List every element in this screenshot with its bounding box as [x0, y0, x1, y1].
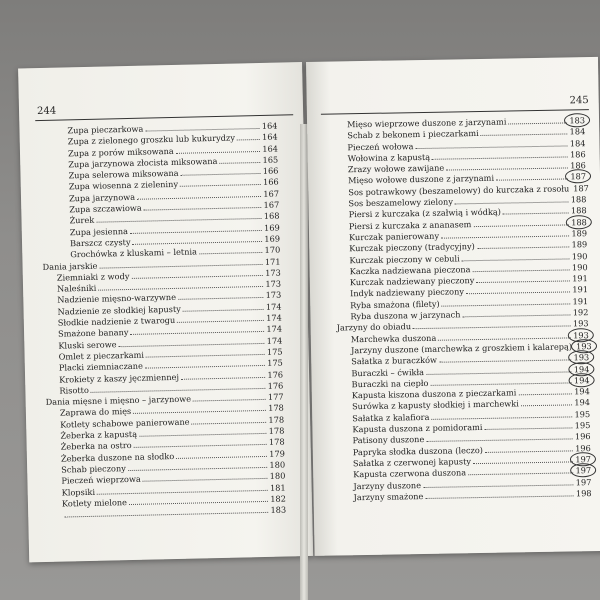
toc-entry-page-value: 174 — [266, 323, 283, 335]
toc-entry-page — [572, 285, 588, 297]
dot-leader — [144, 206, 262, 211]
toc-entry-page — [264, 211, 280, 223]
toc-entry-page — [573, 183, 589, 195]
toc-entry-page — [270, 482, 286, 494]
toc-entry-page-value: 186 — [570, 160, 586, 171]
dot-leader — [134, 443, 267, 448]
toc-entry-title: Marchewka duszona — [350, 332, 437, 344]
dot-leader — [439, 359, 572, 363]
pen-circle-mark — [564, 113, 590, 127]
toc-entry-page — [267, 335, 283, 347]
toc-entry-page-value: 193 — [573, 352, 590, 363]
dot-leader — [423, 483, 574, 488]
toc-entry-page — [264, 222, 280, 234]
dot-leader — [193, 398, 266, 402]
toc-entry-page-value: 183 — [270, 504, 287, 515]
toc-entry-page — [270, 471, 286, 483]
dot-leader — [199, 251, 263, 254]
toc-entry-title: Kurczak pieczony w cebuli — [349, 252, 460, 265]
toc-entry-page-value: 183 — [569, 115, 586, 126]
dot-leader — [416, 144, 568, 149]
dot-leader — [496, 178, 568, 181]
toc-entry-page — [572, 296, 588, 308]
toc-entry-page-value: 166 — [262, 177, 279, 188]
toc-entry-page-value: 173 — [265, 289, 282, 301]
toc-entry-title: Kurczak nadziewany pieczony — [349, 275, 475, 288]
toc-entry-title: Dania jarskie — [42, 260, 98, 272]
toc-entry-page — [569, 115, 585, 127]
toc-entry-title: Kapusta czerwona duszona — [353, 467, 467, 480]
toc-entry-page-value: 167 — [263, 188, 280, 199]
dot-leader — [441, 234, 569, 238]
toc-entry-page-value: 195 — [574, 408, 591, 420]
toc-entry-page-value: 178 — [268, 414, 285, 425]
toc-entry-page-value: 184 — [569, 137, 586, 149]
toc-entry-title: Kapusta duszona z pomidorami — [352, 421, 483, 435]
dot-leader — [446, 167, 568, 171]
dot-leader — [145, 364, 265, 369]
toc-entry-title: Jarzyny duszone (marchewka z groszkiem i kalarepą) — [350, 341, 573, 356]
toc-entry-page — [262, 132, 278, 144]
toc-entry-page-value: 188 — [571, 216, 587, 228]
dot-leader — [476, 280, 570, 284]
toc-entry-title: Buraczki na ciepło — [351, 377, 429, 390]
dot-leader — [181, 172, 261, 176]
toc-entry-page-value: 186 — [569, 149, 586, 160]
toc-entry-page — [267, 369, 283, 381]
toc-entry-page-value: 179 — [269, 448, 285, 459]
toc-entry-page — [571, 217, 587, 229]
dot-leader — [178, 296, 264, 300]
toc-entry-title: Piersi z kurczaka z ananasem — [348, 218, 472, 231]
dot-leader — [180, 183, 261, 187]
toc-entry-page-value: 176 — [267, 380, 284, 391]
toc-entry-title: Sos beszamelowy zielony — [348, 196, 453, 209]
toc-entry-page — [263, 200, 279, 212]
toc-entry-page-value: 171 — [264, 256, 281, 267]
toc-entry-title: Risotto — [59, 384, 89, 396]
toc-entry-page — [270, 505, 286, 517]
toc-entry-page-value: 167 — [263, 199, 280, 210]
toc-entry-page-value: 182 — [270, 493, 287, 504]
dot-leader — [64, 511, 268, 518]
toc-entry-page — [268, 380, 284, 392]
toc-entry-page-value: 195 — [574, 420, 591, 431]
toc-entry-title: Indyk nadziewany pieczony — [349, 286, 465, 299]
toc-entry-page — [262, 154, 278, 166]
toc-entry-page — [266, 324, 282, 336]
dot-leader — [143, 477, 268, 482]
dot-leader — [176, 454, 267, 458]
toc-entry-page-value: 192 — [572, 307, 589, 318]
toc-entry-title: Zupa jarzynowa — [68, 191, 136, 204]
dot-leader — [466, 291, 570, 295]
toc-entry-title: Zupa jarzynowa złocista miksowana — [68, 155, 218, 170]
toc-entry-title: Żeberka duszone na słodko — [60, 450, 175, 464]
toc-entry-page — [266, 301, 282, 313]
toc-entry-page — [270, 493, 286, 505]
right-page — [306, 57, 600, 556]
toc-entry-page-value: 194 — [573, 374, 590, 386]
toc-entry-page — [576, 477, 592, 489]
dot-leader — [425, 494, 574, 499]
toc-entry-title: Patisony duszone — [352, 434, 425, 446]
toc-entry-title: Kaczka nadziewana pieczona — [349, 264, 471, 277]
dot-leader — [119, 342, 265, 347]
dot-leader — [484, 426, 572, 430]
toc-entry-title: Schab z bekonem i pieczarkami — [347, 128, 479, 141]
dot-leader — [129, 500, 268, 505]
toc-entry-page-value: 178 — [268, 402, 284, 414]
toc-entry-page — [574, 398, 590, 410]
toc-entry-page — [266, 290, 282, 302]
toc-entry-page-value: 193 — [573, 329, 589, 341]
toc-entry-page-value: 190 — [571, 250, 588, 261]
toc-entry-title: Pieczeń wieprzowa — [61, 473, 141, 486]
dot-leader — [462, 313, 570, 317]
toc-entry-title: Surówka z kapusty słodkiej i marchewki — [351, 398, 519, 412]
toc-entry-page-value: 168 — [263, 210, 280, 222]
toc-entry-page — [263, 188, 279, 200]
toc-entry-page-value: 189 — [571, 239, 588, 250]
toc-entry-page-value: 198 — [575, 487, 592, 499]
toc-entry-title: Sos potrawkowy (beszamelowy) do kurczaka z rosołu — [348, 183, 570, 198]
toc-entry-page — [267, 358, 283, 370]
dot-leader — [473, 268, 571, 272]
toc-entry-page-value: 178 — [268, 436, 285, 448]
header-rule-right — [321, 109, 589, 115]
toc-entry-page — [269, 426, 285, 438]
header-rule-left — [35, 114, 293, 121]
toc-entry-page-value: 164 — [262, 143, 279, 154]
toc-entry-page — [263, 166, 279, 178]
toc-entry-title: Zupa pieczarkowa — [67, 123, 144, 136]
table-of-contents-left — [39, 121, 286, 522]
toc-entry-page-value: 178 — [268, 425, 285, 436]
toc-entry-page — [573, 307, 589, 319]
toc-entry-title: Sałatka z kalafiora — [352, 411, 430, 423]
toc-entry-page — [575, 420, 591, 432]
toc-entry-page-value: 165 — [262, 154, 279, 165]
dot-leader — [431, 415, 572, 419]
toc-entry-page — [576, 488, 592, 500]
toc-entry-title: Piersi z kurczaka (z szałwią i wódką) — [348, 206, 502, 220]
toc-entry-page — [571, 228, 587, 240]
toc-entry-page — [572, 262, 588, 274]
toc-entry-page-value: 180 — [269, 470, 286, 482]
toc-entry-title: Klopsiki — [61, 486, 96, 498]
toc-entry-page-value: 194 — [574, 386, 590, 397]
dot-leader — [473, 460, 573, 464]
toc-entry-page-value: 164 — [261, 131, 278, 143]
toc-entry-page-value: 197 — [575, 465, 592, 476]
toc-entry-page-value: 173 — [265, 267, 281, 278]
toc-entry-title: Papryka słodka duszona (leczo) — [352, 444, 484, 457]
page-number-right: 245 — [569, 95, 589, 107]
toc-entry-page — [269, 437, 285, 449]
toc-entry-page — [572, 273, 588, 285]
toc-entry-page-value: 193 — [575, 340, 592, 352]
dot-leader — [183, 308, 264, 312]
toc-entry-page-value: 191 — [572, 284, 589, 295]
toc-entry-page-value: 188 — [570, 205, 587, 216]
dot-leader — [219, 161, 260, 164]
pen-circle-mark — [569, 373, 595, 387]
toc-entry-page-value: 197 — [575, 453, 592, 465]
table-of-contents-right — [333, 115, 592, 503]
dot-leader — [139, 432, 267, 437]
toc-entry-page — [262, 121, 278, 133]
toc-entry-title: Kapusta kiszona duszona z pieczarkami — [351, 387, 517, 401]
dot-leader — [455, 201, 569, 205]
toc-entry-page-value: 187 — [573, 182, 589, 194]
dot-leader — [130, 229, 262, 234]
toc-entry-page — [267, 346, 283, 358]
toc-entry-title: Zupa wiosenna z zieleniny — [68, 179, 179, 192]
toc-entry-title: Kurczak pieczony (tradycyjny) — [349, 241, 475, 254]
toc-entry-title: Naleśniki — [56, 282, 97, 294]
dot-leader — [503, 212, 569, 215]
dot-leader — [462, 257, 570, 261]
toc-entry-page-value: 181 — [269, 481, 286, 493]
toc-entry-title: Barszcz czysty — [69, 236, 131, 249]
toc-entry-page-value: 191 — [572, 295, 589, 307]
toc-entry-title: Omlet z pieczarkami — [58, 349, 145, 362]
dot-leader — [181, 375, 266, 379]
toc-entry-page-value: 188 — [570, 194, 587, 205]
toc-entry-title: Zupa szczawiowa — [69, 202, 142, 215]
toc-entry-title: Zupa selerowa miksowana — [68, 168, 179, 181]
toc-entry-page-value: 176 — [267, 369, 284, 380]
toc-entry-page — [570, 172, 586, 184]
dot-leader — [438, 336, 571, 340]
toc-entry-title: Zupa z zielonego groszku lub kukurydzy — [67, 132, 236, 147]
toc-entry-title: Słodkie nadzienie z twarogu — [57, 314, 176, 328]
toc-entry-page-value: 191 — [572, 273, 588, 284]
dot-leader — [518, 393, 572, 396]
toc-entry-page-value: 174 — [266, 335, 283, 346]
toc-entry-page-value: 180 — [269, 459, 286, 470]
toc-entry-page-value: 187 — [570, 171, 587, 182]
toc-entry-page-value: 173 — [265, 278, 282, 290]
dot-leader — [442, 302, 571, 306]
toc-entry-title: Ryba smażona (filety) — [350, 298, 440, 311]
toc-entry-title: Krokiety z kaszy jęczmiennej — [59, 371, 180, 385]
dot-leader — [508, 121, 567, 124]
toc-entry-page-value: 196 — [574, 431, 591, 442]
toc-entry-title: Dania mięsne i mięsno – jarzynowe — [45, 393, 192, 408]
toc-entry-page — [575, 465, 591, 477]
toc-entry-page-value: 177 — [267, 391, 284, 402]
toc-entry-title: Kotlety schabowe panierowane — [60, 416, 190, 430]
dot-leader — [176, 150, 261, 154]
toc-entry-page — [574, 386, 590, 398]
toc-entry-page-value: 170 — [264, 244, 281, 256]
toc-entry-title: Zupa jesienna — [69, 225, 129, 237]
toc-entry-page-value: 197 — [575, 476, 592, 487]
toc-entry-page-value: 169 — [264, 233, 281, 244]
toc-entry-title: Buraczki – ćwikła — [351, 366, 425, 378]
toc-entry-page-value: 174 — [266, 312, 282, 323]
dot-leader — [426, 438, 573, 443]
toc-entry-title: Grochówka z kluskami – letnia — [70, 246, 198, 260]
toc-entry-title: Placki ziemniaczane — [58, 360, 143, 373]
toc-entry-page-value: 194 — [574, 397, 591, 408]
toc-entry-page — [572, 239, 588, 251]
toc-entry-title: Zrazy wołowe zawijane — [347, 162, 445, 175]
toc-entry-page-value: 174 — [265, 301, 282, 312]
dot-leader — [192, 421, 267, 425]
toc-entry-page — [264, 234, 280, 246]
dot-leader — [146, 353, 265, 358]
toc-entry-title: Pieczeń wołowa — [347, 140, 414, 152]
toc-entry-page — [269, 459, 285, 471]
toc-entry-page — [266, 313, 282, 325]
toc-entry-title: Ziemniaki z wody — [56, 270, 130, 283]
toc-entry-page-value: 169 — [263, 222, 280, 233]
toc-entry-page — [265, 267, 281, 279]
toc-entry-title: Wołowina z kapustą — [347, 151, 431, 164]
left-page — [18, 62, 313, 562]
toc-entry-page — [268, 414, 284, 426]
toc-entry-page — [269, 448, 285, 460]
dot-leader — [468, 472, 573, 476]
toc-entry-page — [575, 431, 591, 443]
toc-entry-page — [572, 251, 588, 263]
toc-entry-page — [265, 245, 281, 257]
dot-leader — [481, 133, 568, 137]
toc-entry-title: Żeberka na ostro — [60, 440, 132, 452]
toc-entry-page-value: 166 — [262, 165, 279, 177]
toc-entry-page — [268, 392, 284, 404]
dot-leader — [473, 223, 569, 227]
dot-leader — [430, 381, 572, 385]
toc-entry-title: Jarzyny smażone — [353, 490, 424, 503]
toc-entry-page — [570, 149, 586, 161]
toc-entry-page — [574, 409, 590, 421]
toc-entry-title: Zupa z porów miksowana — [67, 145, 174, 158]
toc-entry-page-value: 193 — [572, 318, 589, 329]
toc-entry-page — [265, 279, 281, 291]
dot-leader — [137, 195, 261, 200]
toc-entry-page-value: 194 — [573, 363, 590, 374]
toc-entry-title: Kotlety mielone — [61, 496, 128, 509]
toc-entry-title: Jarzyny duszone — [353, 479, 422, 491]
toc-entry-page — [262, 143, 278, 155]
page-number-left: 244 — [36, 105, 57, 118]
dot-leader — [133, 409, 266, 414]
dot-leader — [145, 127, 260, 132]
toc-entry-title: Jarzyny do obiadu — [336, 321, 412, 333]
toc-entry-page — [571, 194, 587, 206]
dot-leader — [413, 325, 571, 330]
toc-entry-title: Schab pieczony — [61, 463, 126, 475]
dot-leader — [237, 138, 260, 141]
toc-entry-page-value: 196 — [575, 442, 591, 453]
toc-entry-title: Sałatka z buraczków — [351, 354, 438, 367]
toc-entry-page — [263, 177, 279, 189]
toc-entry-title: Mięso wieprzowe duszone z jarzynami — [347, 116, 507, 130]
toc-entry-title: Zaprawa do mięs — [59, 406, 132, 419]
dot-leader — [426, 370, 572, 375]
toc-entry-title: Ryba duszona w jarzynach — [350, 309, 461, 322]
toc-entry-title: Kluski serowe — [58, 338, 117, 351]
toc-entry-page-value: 184 — [569, 126, 586, 137]
toc-entry-page-value: 175 — [266, 346, 283, 357]
dot-leader — [521, 404, 573, 407]
dot-leader — [485, 449, 573, 453]
toc-entry-title: Smażone banany — [57, 327, 129, 339]
dot-leader — [131, 330, 265, 335]
toc-entry-page — [574, 375, 590, 387]
dot-leader — [131, 274, 263, 279]
toc-entry-title: Nadzienie mięsno-warzywne — [57, 292, 177, 306]
toc-entry-page-value: 164 — [261, 120, 278, 131]
toc-entry-title: Kurczak panierowany — [348, 230, 440, 243]
book-spine — [300, 124, 308, 600]
dot-leader — [133, 240, 263, 245]
toc-entry-title: Żeberka z kapustą — [60, 428, 138, 441]
open-booklet — [18, 62, 598, 556]
dot-leader — [432, 155, 568, 159]
toc-entry-page — [265, 256, 281, 268]
toc-entry-page — [268, 403, 284, 415]
toc-entry-title: Mięso wołowe duszone z jarzynami — [347, 173, 495, 186]
toc-entry-title: Sałatka z czerwonej kapusty — [352, 456, 472, 469]
pen-circle-mark — [570, 463, 596, 477]
toc-entry-page — [570, 126, 586, 138]
toc-entry-title: Żurek — [69, 215, 95, 226]
toc-entry-page — [570, 138, 586, 150]
dot-leader — [177, 319, 264, 323]
pen-circle-mark — [566, 215, 592, 229]
toc-entry-title: Nadzienie ze słodkiej kapusty — [57, 303, 181, 317]
toc-entry-page-value: 189 — [571, 228, 588, 239]
dot-leader — [128, 466, 268, 471]
pen-circle-mark — [565, 170, 591, 184]
toc-entry-page-value: 175 — [267, 357, 283, 369]
toc-entry-page-value: 190 — [571, 261, 588, 273]
dot-leader — [477, 246, 570, 250]
